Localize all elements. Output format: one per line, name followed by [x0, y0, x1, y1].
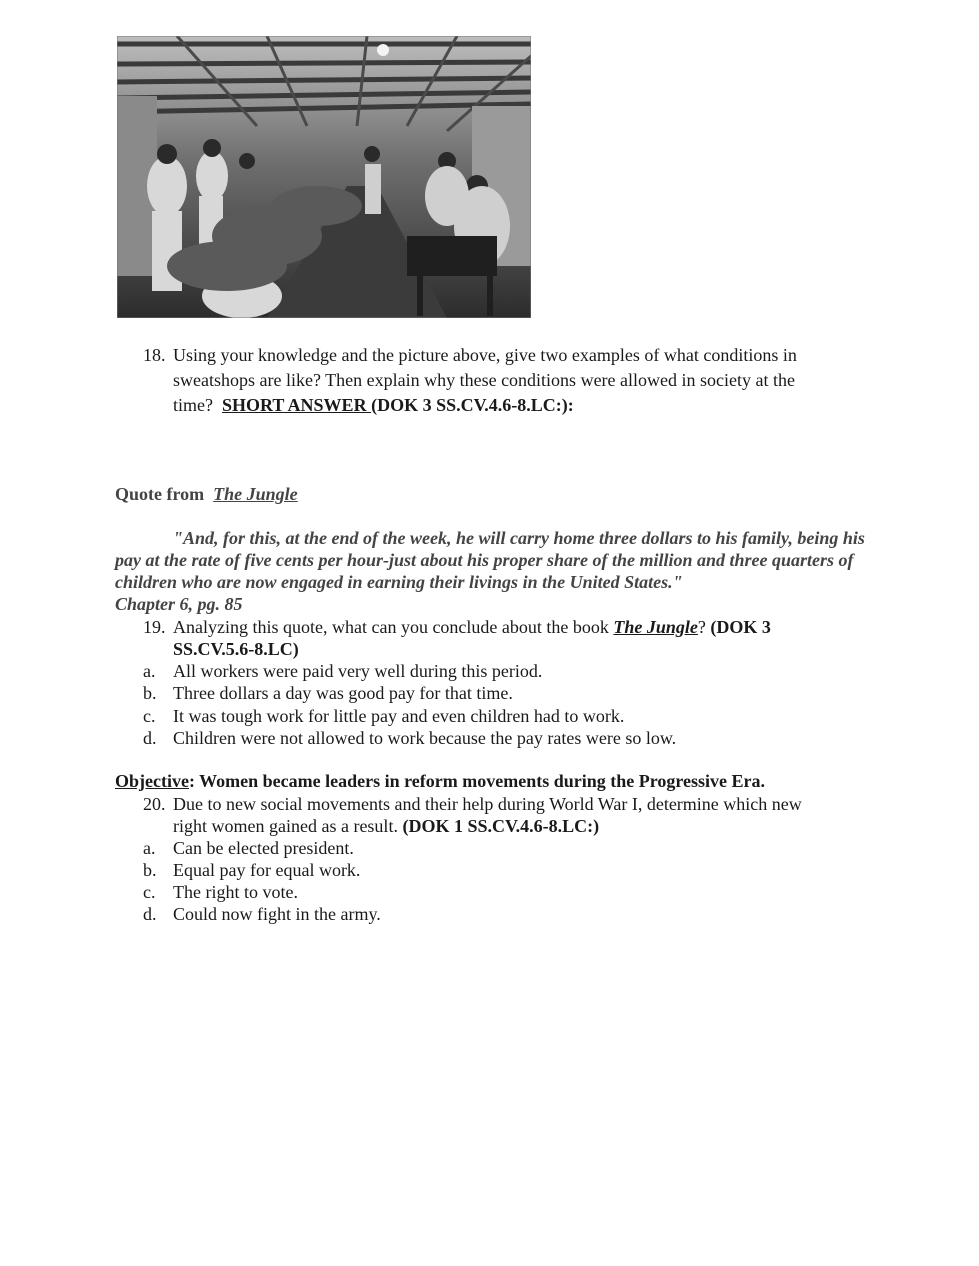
- question-line: [173, 815, 873, 837]
- book-title: The Jungle: [613, 617, 698, 637]
- question-text: [173, 616, 873, 660]
- question-number: 18.: [143, 345, 166, 365]
- standard-code: (DOK 1 SS.CV.4.6-8.LC:): [402, 816, 600, 836]
- option-text: It was tough work for little pay and even children had to work.: [173, 706, 625, 726]
- option-text: The right to vote.: [173, 882, 298, 902]
- answer-option[interactable]: [115, 903, 875, 925]
- question-line-prefix: time?: [173, 395, 213, 415]
- option-letter: a.: [143, 661, 156, 681]
- option-text: Can be elected president.: [173, 838, 354, 858]
- answer-option[interactable]: [115, 859, 875, 881]
- answer-option[interactable]: [115, 881, 875, 903]
- question-text: [173, 343, 873, 418]
- question-line: Due to new social movements and their help during World War I, determine which new: [173, 794, 802, 814]
- book-title: The Jungle: [213, 484, 298, 504]
- quote-body: "And, for this, at the end of the week, he will carry home three dollars to his family, being his pay at the rate of five cents per hour-just about his proper share of the million and three quarters of children who are now engaged in earning their livings in the United States.": [115, 528, 865, 592]
- standard-code: (DOK 3: [710, 617, 771, 637]
- question-19: [115, 616, 875, 664]
- option-letter: d.: [143, 728, 157, 748]
- question-line-prefix: right women gained as a result.: [173, 816, 398, 836]
- question-20: [115, 793, 875, 841]
- short-answer-label: SHORT ANSWER: [221, 395, 372, 415]
- question-text-prefix: Analyzing this quote, what can you conclude about the book: [173, 617, 609, 637]
- option-letter: c.: [143, 882, 156, 902]
- question-text: [173, 793, 873, 837]
- option-text: All workers were paid very well during this period.: [173, 661, 543, 681]
- answer-option[interactable]: [115, 727, 875, 749]
- option-text: Could now fight in the army.: [173, 904, 381, 924]
- answer-option[interactable]: [115, 660, 875, 682]
- answer-option[interactable]: [115, 682, 875, 704]
- objective-label: Objective: [115, 771, 189, 791]
- objective: [115, 771, 765, 792]
- option-text: Three dollars a day was good pay for that time.: [173, 683, 513, 703]
- answer-option[interactable]: [115, 837, 875, 859]
- standard-code: SS.CV.5.6-8.LC): [173, 639, 299, 659]
- option-letter: b.: [143, 683, 157, 703]
- quote-heading: [115, 484, 298, 505]
- option-letter: a.: [143, 838, 156, 858]
- sweatshop-photo: [117, 36, 531, 318]
- option-letter: d.: [143, 904, 157, 924]
- option-text: Equal pay for equal work.: [173, 860, 361, 880]
- question-number: 19.: [143, 617, 166, 637]
- standard-code: (DOK 3 SS.CV.4.6-8.LC:):: [371, 395, 574, 415]
- question-number: 20.: [143, 794, 166, 814]
- option-letter: b.: [143, 860, 157, 880]
- question-18: [115, 343, 875, 423]
- question-text-suffix: ?: [697, 617, 706, 637]
- question-line: [173, 393, 873, 418]
- quote-heading-prefix: Quote from: [115, 484, 205, 504]
- option-letter: c.: [143, 706, 156, 726]
- quote-source: Chapter 6, pg. 85: [115, 594, 243, 614]
- question-line: [173, 616, 873, 638]
- question-line: sweatshops are like? Then explain why these conditions were allowed in society at the: [173, 370, 795, 390]
- objective-text: : Women became leaders in reform movements during the Progressive Era.: [188, 771, 766, 791]
- question-line: Using your knowledge and the picture above, give two examples of what conditions in: [173, 345, 797, 365]
- answer-option[interactable]: [115, 705, 875, 727]
- option-text: Children were not allowed to work because the pay rates were so low.: [173, 728, 677, 748]
